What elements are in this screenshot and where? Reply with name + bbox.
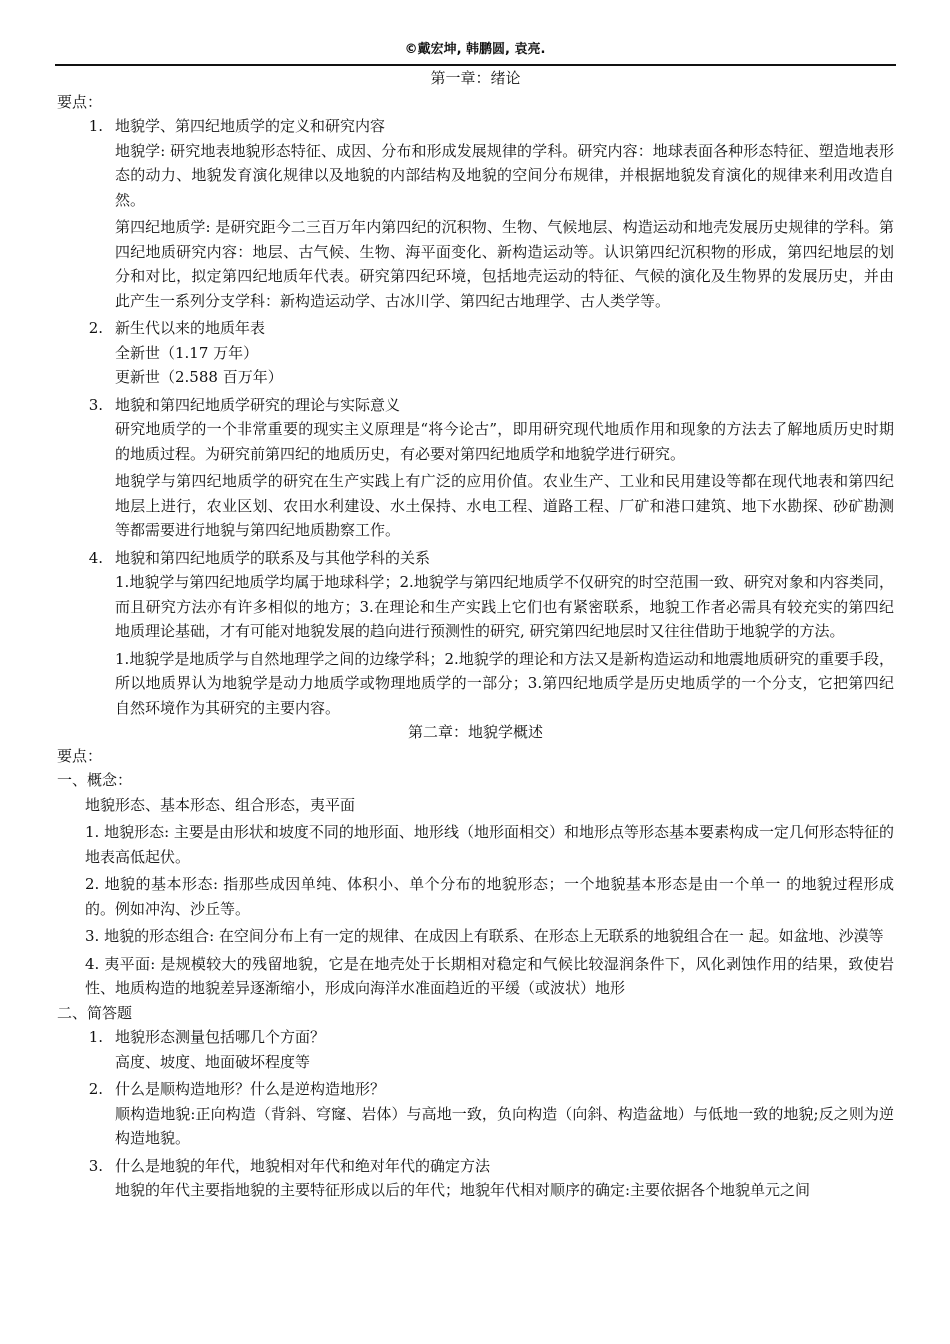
item-heading: 地貌和第四纪地质学研究的理论与实际意义 <box>115 395 401 414</box>
item-heading: 新生代以来的地质年表 <box>115 319 266 337</box>
question-text: 什么是地貌的年代，地貌相对年代和绝对年代的确定方法 <box>115 1156 491 1175</box>
item-number: 2. <box>88 319 103 337</box>
concept-definition: 1. 地貌形态: 主要是由形状和坡度不同的地形面、地形线（地形面相交）和地形点等形态基本要素构成一定几何形态特征的地表高低起伏。 <box>85 823 894 866</box>
answer-text: 顺构造地貌:正向构造（背斜、穹窿、岩体）与高地一致，负向构造（向斜、构造盆地）与低地一致的地貌;反之则为逆构造地貌。 <box>115 1104 894 1147</box>
question-text: 地貌形态测量包括哪几个方面？ <box>115 1028 326 1046</box>
document-content <box>55 66 896 1203</box>
item-paragraph: 1.地貌学是地质学与自然地理学之间的边缘学科；2.地貌学的理论和方法又是新构造运动和地震地质研究的重要手段，所以地质界认为地貌学是动力地质学或物理地质学的一部分；3.第四纪地质学是历史地质学的一个分支，它把第四纪自然环境作为其研究的主要内容。 <box>115 649 894 717</box>
item-number: 4. <box>88 548 103 567</box>
answer-text: 地貌的年代主要指地貌的主要特征形成以后的年代；地貌年代相对顺序的确定:主要依据各个地貌单元之间 <box>115 1181 811 1199</box>
item-heading: 地貌学、第四纪地质学的定义和研究内容 <box>115 117 386 135</box>
question-text: 什么是顺构造地形？什么是逆构造地形？ <box>115 1080 386 1098</box>
item-heading: 地貌和第四纪地质学的联系及与其他学科的关系 <box>115 548 431 567</box>
question-2 <box>55 1077 896 1102</box>
concept-definition: 3. 地貌的形态组合: 在空间分布上有一定的规律、在成因上有联系、在形态上无联系的地貌组合在一 起。如盆地、沙漠等 <box>85 927 884 945</box>
chapter2-title: 第二章：地貌学概述 <box>407 723 543 741</box>
question-number: 2. <box>88 1080 103 1098</box>
item-paragraph: 地貌学: 研究地表地貌形态特征、成因、分布和形成发展规律的学科。研究内容：地球表面各种形态特征、塑造地表形态的动力、地貌发育演化规律以及地貌的内部结构及地貌的空间分布规律，并根据地貌发育演化的规律来利用改造自然。 <box>115 141 894 209</box>
question-1 <box>55 1025 896 1050</box>
ch1-item-3 <box>55 393 896 418</box>
item-paragraph: 地貌学与第四纪地质学的研究在生产实践上有广泛的应用价值。农业生产、工业和民用建设等都在现代地表和第四纪地层上进行，农业区划、农田水利建设、水土保持、水电工程、道路工程、厂矿和港口建筑、地下水勘探、砂矿勘测等都需要进行地貌与第四纪地质勘察工作。 <box>115 472 894 539</box>
answer-text: 高度、坡度、地面破坏程度等 <box>115 1052 311 1071</box>
concepts-section-heading: 一、概念： <box>57 771 133 789</box>
short-answer-section-heading: 二、简答题 <box>57 1003 133 1022</box>
copyright-header: ©戴宏坤, 韩鹏圆, 袁亮. <box>404 42 546 57</box>
question-number: 1. <box>88 1028 103 1046</box>
question-3 <box>55 1154 896 1179</box>
chapter1-title: 第一章：绪论 <box>430 69 521 87</box>
chapter1-key-points-label: 要点： <box>57 93 103 111</box>
ch1-item-1 <box>55 114 896 139</box>
item-paragraph: 1.地貌学与第四纪地质学均属于地球科学；2.地貌学与第四纪地质学不仅研究的时空范围一致、研究对象和内容类同，而且研究方法亦有许多相似的地方；3.在理论和生产实践上它们也有紧密联系，地貌工作者必需具有较充实的第四纪地质理论基础，才有可能对地貌发展的趋向进行预测性的研究, 研究第四纪地层时又往往借助于地貌学的方法。 <box>115 573 894 640</box>
ch1-item-2 <box>55 316 896 341</box>
item-paragraph: 研究地质学的一个非常重要的现实主义原理是“将今论古”，即用研究现代地质作用和现象的方法去了解地质历史时期的地质过程。为研究前第四纪的地质历史，有必要对第四纪地质学和地貌学进行研究。 <box>115 420 894 463</box>
chapter2-key-points-label: 要点： <box>57 747 103 765</box>
concept-definition: 4. 夷平面: 是规模较大的残留地貌，它是在地壳处于长期相对稳定和气候比较湿润条件下，风化剥蚀作用的结果，致使岩性、地质构造的地貌差异逐渐缩小，形成向海洋水准面趋近的平缓（或波状）地形 <box>85 954 894 997</box>
item-number: 1. <box>88 117 103 135</box>
ch1-item-4 <box>55 546 896 571</box>
item-number: 3. <box>88 395 103 414</box>
question-number: 3. <box>88 1156 103 1175</box>
item-paragraph: 全新世（1.17 万年） <box>115 343 259 362</box>
concept-definition: 2. 地貌的基本形态: 指那些成因单纯、体积小、单个分布的地貌形态；一个地貌基本形态是由一个单一 的地貌过程形成的。例如冲沟、沙丘等。 <box>85 875 894 918</box>
concept-terms: 地貌形态、基本形态、组合形态，夷平面 <box>85 795 356 814</box>
item-paragraph: 更新世（2.588 百万年） <box>115 368 283 386</box>
item-paragraph: 第四纪地质学: 是研究距今二三百万年内第四纪的沉积物、生物、气候地层、构造运动和地壳发展历史规律的学科。第四纪地质研究内容：地层、古气候、生物、海平面变化、新构造运动等。认识第四纪沉积物的形成，第四纪地层的划分和对比，拟定第四纪地质年代表。研究第四纪环境，包括地壳运动的特征、气候的演化及生物界的发展历史，并由此产生一系列分支学科：新构造运动学、古冰川学、第四纪古地理学、古人类学等。 <box>115 218 894 310</box>
